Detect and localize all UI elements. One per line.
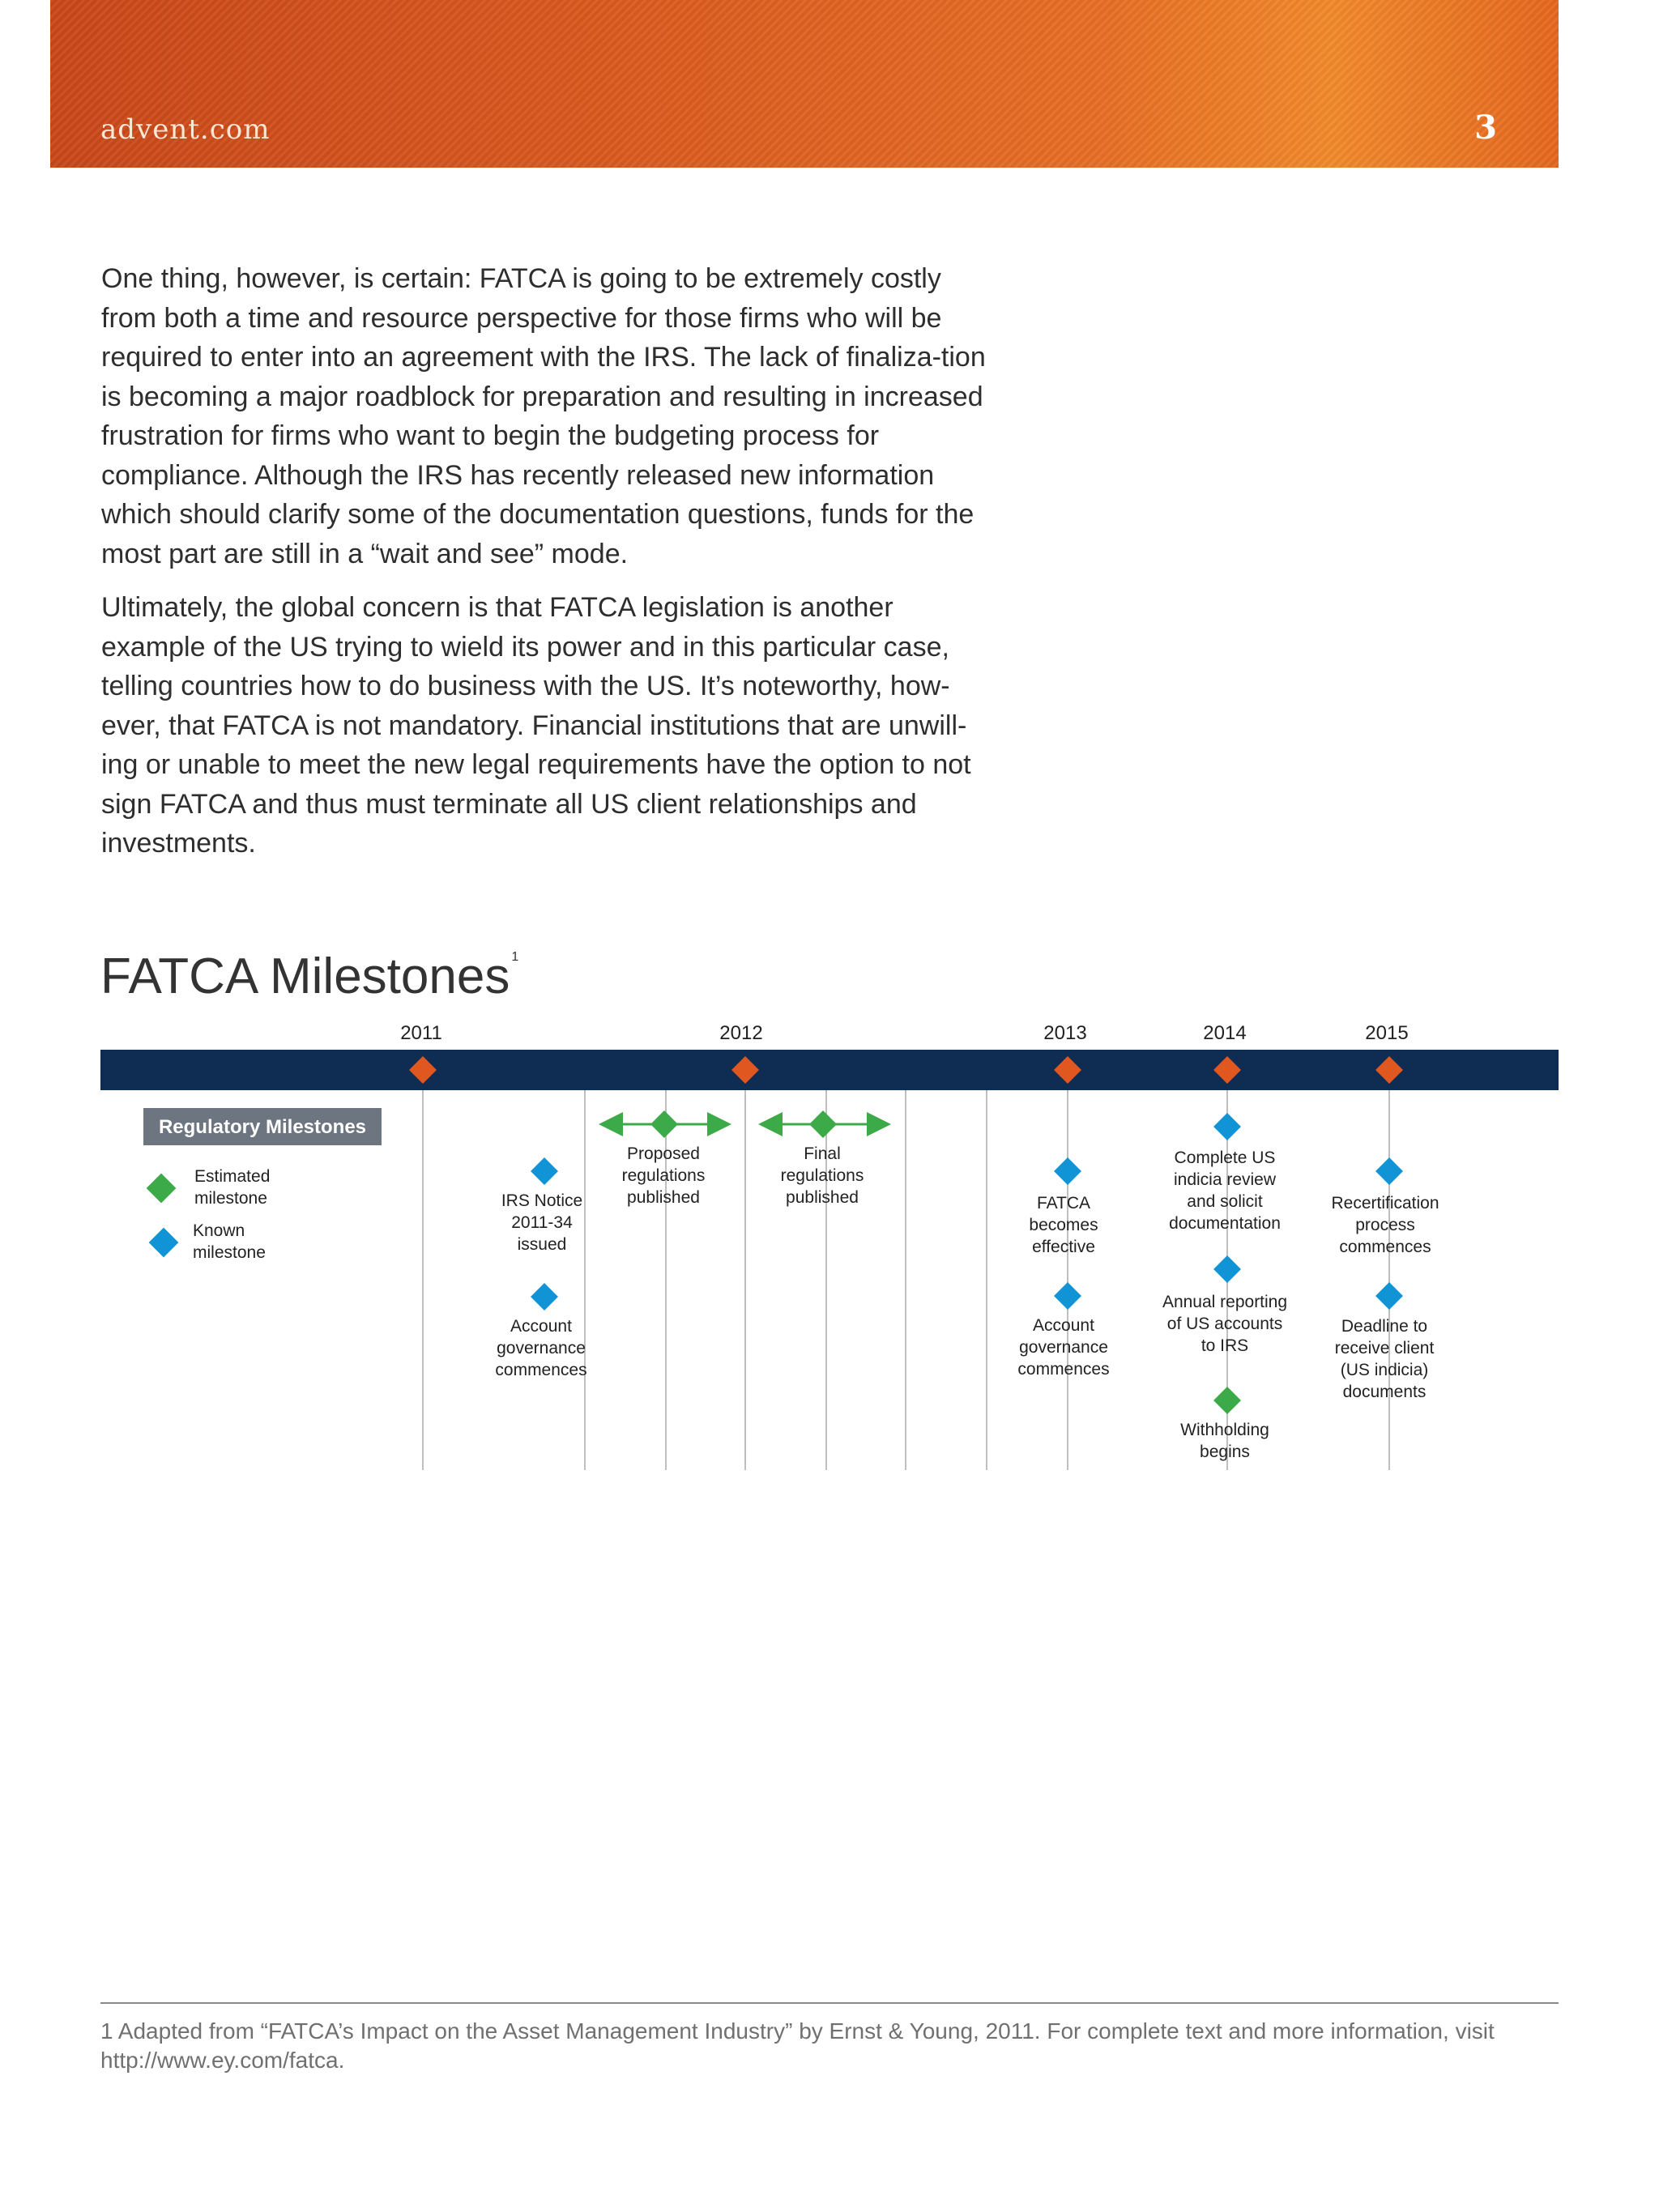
paragraph-1: One thing, however, is certain: FATCA is going to be extremely costly from both a time and resource perspective for those firms who will be required to enter into an agreement with the IRS. The lack of finaliza-tion is becoming a major roadblock for preparation and resulting in increased frustration for firms who want to begin the budgeting process for compliance. Although the IRS has recently released new information which should clarify some of the documentation questions, funds for the most part are still in a “wait and see” mode. <box>101 263 986 569</box>
event-label-proposed-regulations: Proposed regulations published <box>621 1144 706 1207</box>
event-label-recertification: Recertification process commences <box>1331 1194 1439 1256</box>
legend-header: Regulatory Milestones <box>158 1116 367 1138</box>
milestones-timeline <box>0 1004 1659 1490</box>
event-diamond-irs-notice <box>531 1157 558 1185</box>
event-diamond-indicia-review <box>1213 1113 1241 1140</box>
event-diamond-account-governance-2013 <box>1054 1282 1081 1310</box>
page-number: 3 <box>1474 109 1497 147</box>
event-diamond-final-regulations <box>809 1110 837 1138</box>
footnote-marker: 1 <box>511 950 519 964</box>
footnote: 1 Adapted from “FATCA’s Impact on the Asset Management Industry” by Ernst & Young, 2011. For complete text and more information, visit http://www.ey.com/fatca. <box>100 2018 1495 2073</box>
event-label-irs-notice: IRS Notice 2011-34 issued <box>501 1191 583 1254</box>
header-banner <box>50 0 1559 168</box>
timeline-bar <box>100 1050 1559 1090</box>
event-diamond-recertification <box>1375 1157 1403 1185</box>
footnote-divider <box>100 2002 1559 2004</box>
legend-known-diamond <box>149 1228 179 1258</box>
body-text <box>101 259 1000 878</box>
event-label-indicia-review: Complete US indicia review and solicit documentation <box>1169 1149 1281 1233</box>
event-diamond-deadline <box>1375 1282 1403 1310</box>
section-title-text: FATCA Milestones <box>100 948 510 1004</box>
section-title <box>100 948 518 1005</box>
event-label-fatca-effective: FATCA becomes effective <box>1029 1194 1098 1256</box>
event-diamond-withholding <box>1213 1387 1241 1414</box>
event-label-account-governance-2013: Account governance commences <box>1017 1316 1110 1379</box>
event-label-final-regulations: Final regulations published <box>780 1144 864 1207</box>
event-label-deadline: Deadline to receive client (US indicia) documents <box>1334 1317 1435 1401</box>
year-label-2014: 2014 <box>1203 1022 1247 1044</box>
year-label-2011: 2011 <box>400 1022 442 1044</box>
paragraph-2: Ultimately, the global concern is that FATCA legislation is another example of the US trying to wield its power and in this particular case, telling countries how to do business with the US. It’s noteworthy, how-ever, that FATCA is not mandatory. Financial institutions that are unwill-ing or unable to meet the new legal requirements have the option to not sign FATCA and thus must terminate all US client relationships and investments. <box>101 592 971 859</box>
year-label-2013: 2013 <box>1043 1022 1087 1044</box>
event-diamond-annual-reporting <box>1213 1255 1241 1283</box>
legend-estimated-diamond <box>147 1174 177 1204</box>
year-label-2015: 2015 <box>1365 1022 1409 1044</box>
event-diamond-account-governance-2011 <box>531 1283 558 1311</box>
event-label-account-governance-2011: Account governance commences <box>495 1317 587 1379</box>
event-label-withholding: Withholding begins <box>1180 1421 1269 1461</box>
timeline-grid <box>423 1089 1389 1470</box>
event-diamond-proposed-regulations <box>650 1110 678 1138</box>
year-label-2012: 2012 <box>719 1022 763 1044</box>
legend-estimated-label: Estimated milestone <box>194 1167 271 1208</box>
site-name[interactable]: advent.com <box>100 113 271 146</box>
legend-known-label: Known milestone <box>193 1221 266 1262</box>
event-diamond-fatca-effective <box>1054 1157 1081 1185</box>
event-label-annual-reporting: Annual reporting of US accounts to IRS <box>1162 1293 1288 1355</box>
